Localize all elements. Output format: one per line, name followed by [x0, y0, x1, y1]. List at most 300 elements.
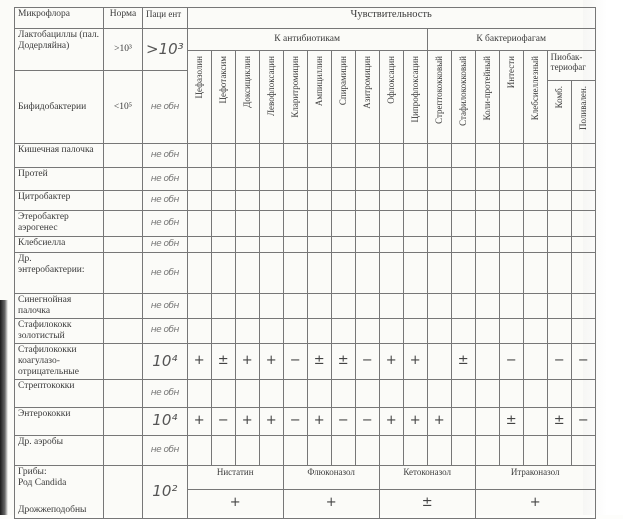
table-row	[15, 29, 596, 51]
norm-value	[104, 168, 143, 191]
header-to-antibiotics: К антибиотикам	[187, 29, 427, 51]
empty-cell	[187, 237, 211, 253]
empty-cell	[427, 294, 451, 319]
empty-cell	[283, 191, 307, 211]
empty-cell	[259, 211, 283, 237]
norm-value	[104, 343, 143, 379]
header-patient: Паци ент	[143, 8, 188, 29]
sensitivity-mark: −	[499, 343, 523, 379]
empty-cell	[235, 144, 259, 168]
sensitivity-mark: ±	[499, 407, 523, 435]
empty-cell	[379, 191, 403, 211]
empty-cell	[547, 435, 571, 465]
empty-cell	[427, 144, 451, 168]
empty-cell	[283, 379, 307, 407]
sensitivity-mark: +	[403, 407, 427, 435]
empty-cell	[331, 211, 355, 237]
empty-cell	[451, 294, 475, 319]
empty-cell	[571, 168, 595, 191]
empty-cell	[211, 168, 235, 191]
handwritten-value: 10²	[152, 481, 178, 500]
empty-cell	[475, 211, 499, 237]
empty-cell	[331, 319, 355, 344]
empty-cell	[307, 168, 331, 191]
empty-cell	[283, 144, 307, 168]
patient-value	[143, 211, 188, 237]
empty-cell	[187, 319, 211, 344]
row-name: Протей	[15, 168, 104, 191]
row-name: Энтерококки	[15, 407, 104, 435]
sensitivity-mark: ±	[307, 343, 331, 379]
bacteriophage-name: Стафилококковый	[458, 56, 468, 126]
bacteriophage-header	[499, 51, 523, 144]
empty-cell	[403, 379, 427, 407]
empty-cell	[475, 294, 499, 319]
patient-value	[143, 294, 188, 319]
bacteriophage-header	[475, 51, 499, 144]
empty-cell	[283, 253, 307, 294]
row-name: Клебсиелла	[15, 237, 104, 253]
fungi-name-line: Грибы:	[18, 466, 47, 477]
empty-cell	[307, 435, 331, 465]
row-name: Кишечная палочка	[15, 144, 104, 168]
empty-cell	[571, 294, 595, 319]
empty-cell	[499, 211, 523, 237]
empty-cell	[427, 379, 451, 407]
patient-value	[143, 71, 188, 144]
empty-cell	[211, 253, 235, 294]
antifungal-name: Флюконазол	[283, 465, 379, 489]
empty-cell	[499, 435, 523, 465]
empty-cell	[427, 343, 451, 379]
antifungal-result: ±	[379, 489, 475, 518]
antibiotic-name: Цефазолин	[194, 56, 204, 99]
empty-cell	[451, 144, 475, 168]
empty-cell	[571, 144, 595, 168]
empty-cell	[379, 379, 403, 407]
empty-cell	[451, 237, 475, 253]
patient-value	[143, 343, 188, 379]
header-row-1	[15, 8, 596, 29]
scan-edge-left	[0, 300, 8, 515]
empty-cell	[235, 319, 259, 344]
empty-cell	[523, 253, 547, 294]
handwritten-value: 10⁴	[152, 411, 178, 430]
sensitivity-mark: +	[379, 407, 403, 435]
handwritten-value: не обн	[150, 239, 179, 250]
norm-value	[104, 237, 143, 253]
header-to-bacteriophages: К бактериофагам	[427, 29, 595, 51]
header-piobacteriophage: Пиобак- териофаг	[547, 51, 595, 81]
table-row	[15, 435, 596, 465]
sensitivity-mark: +	[259, 407, 283, 435]
bacteriophage-header	[523, 51, 547, 144]
empty-cell	[307, 253, 331, 294]
empty-cell	[307, 144, 331, 168]
antibiotic-name: Кларитромицин	[290, 56, 300, 118]
empty-cell	[403, 319, 427, 344]
empty-cell	[427, 253, 451, 294]
empty-cell	[211, 211, 235, 237]
empty-cell	[355, 253, 379, 294]
row-name: Синегнойная палочка	[15, 294, 104, 319]
row-name: Стрептококки	[15, 379, 104, 407]
empty-cell	[355, 435, 379, 465]
fungi-name-line: Род Candida	[18, 477, 67, 488]
empty-cell	[211, 379, 235, 407]
handwritten-value: не обн	[150, 101, 179, 112]
empty-cell	[571, 191, 595, 211]
empty-cell	[523, 319, 547, 344]
empty-cell	[403, 253, 427, 294]
handwritten-value: не обн	[150, 325, 179, 336]
empty-cell	[427, 168, 451, 191]
norm-value	[104, 294, 143, 319]
sensitivity-mark: −	[547, 343, 571, 379]
empty-cell	[211, 319, 235, 344]
empty-cell	[547, 253, 571, 294]
row-name: Бифидобактерии	[15, 71, 104, 144]
empty-cell	[259, 191, 283, 211]
antibiotic-name: Цефотаксим	[218, 56, 228, 104]
empty-cell	[499, 191, 523, 211]
empty-cell	[211, 144, 235, 168]
sensitivity-mark: +	[427, 407, 451, 435]
empty-cell	[571, 253, 595, 294]
empty-cell	[451, 379, 475, 407]
empty-cell	[523, 237, 547, 253]
empty-cell	[259, 144, 283, 168]
empty-cell	[187, 168, 211, 191]
empty-cell	[331, 237, 355, 253]
empty-cell	[235, 379, 259, 407]
empty-cell	[259, 237, 283, 253]
empty-cell	[499, 294, 523, 319]
patient-value	[143, 237, 188, 253]
row-name: Лактобациллы (пал. Додерляйна)	[15, 29, 104, 71]
antibiotic-name: Ципрофлоксацин	[410, 56, 420, 123]
empty-cell	[523, 294, 547, 319]
antifungal-result: +	[283, 489, 379, 518]
piobacteriophage-sub-header	[547, 81, 571, 144]
empty-cell	[187, 144, 211, 168]
empty-cell	[235, 211, 259, 237]
empty-cell	[499, 379, 523, 407]
row-name: Стафилококки коагулазо-отрицательные	[15, 343, 104, 379]
empty-cell	[211, 191, 235, 211]
table-row	[15, 379, 596, 407]
norm-value	[104, 211, 143, 237]
empty-cell	[547, 294, 571, 319]
antibiotic-name: Левофлоксацин	[266, 56, 276, 117]
handwritten-value: 10⁴	[152, 351, 178, 370]
empty-cell	[283, 168, 307, 191]
sensitivity-mark: −	[571, 343, 595, 379]
empty-cell	[355, 379, 379, 407]
empty-cell	[451, 435, 475, 465]
empty-cell	[475, 435, 499, 465]
empty-cell	[475, 191, 499, 211]
sensitivity-mark: −	[355, 407, 379, 435]
bacteriophage-name: Стрептококковый	[434, 56, 444, 124]
row-name-fungi	[15, 465, 104, 518]
antibiotic-header	[331, 51, 355, 144]
handwritten-value: не обн	[150, 173, 179, 184]
empty-cell	[235, 435, 259, 465]
empty-cell	[355, 294, 379, 319]
sensitivity-mark: +	[379, 343, 403, 379]
patient-value	[143, 379, 188, 407]
empty-cell	[331, 435, 355, 465]
empty-cell	[307, 319, 331, 344]
empty-cell	[307, 237, 331, 253]
empty-cell	[355, 191, 379, 211]
empty-cell	[259, 379, 283, 407]
empty-cell	[499, 144, 523, 168]
empty-cell	[259, 319, 283, 344]
bacteriophage-header	[451, 51, 475, 144]
patient-value	[143, 253, 188, 294]
patient-value	[143, 168, 188, 191]
empty-cell	[283, 319, 307, 344]
patient-value	[143, 465, 188, 518]
row-name: Стафилококк золотистый	[15, 319, 104, 344]
sensitivity-mark: −	[331, 407, 355, 435]
sensitivity-mark: ±	[211, 343, 235, 379]
empty-cell	[499, 237, 523, 253]
handwritten-value: не обн	[150, 444, 179, 455]
empty-cell	[523, 379, 547, 407]
bacteriophage-name: Клебсиеллезный	[530, 56, 540, 121]
empty-cell	[523, 191, 547, 211]
empty-cell	[187, 191, 211, 211]
empty-cell	[187, 253, 211, 294]
empty-cell	[331, 379, 355, 407]
antibiotic-header	[187, 51, 211, 144]
norm-value	[104, 144, 143, 168]
handwritten-value: не обн	[150, 218, 179, 229]
header-microflora: Микрофлора	[15, 8, 104, 29]
bacteriophage-name: Интести	[506, 56, 516, 89]
empty-cell	[523, 211, 547, 237]
empty-cell	[379, 253, 403, 294]
sensitivity-mark: −	[211, 407, 235, 435]
norm-value	[104, 465, 143, 518]
norm-value	[104, 319, 143, 344]
empty-cell	[187, 211, 211, 237]
handwritten-value: >10³	[146, 39, 184, 58]
empty-cell	[475, 379, 499, 407]
patient-value	[143, 29, 188, 71]
antifungal-result: +	[187, 489, 283, 518]
empty-cell	[235, 253, 259, 294]
empty-cell	[187, 379, 211, 407]
empty-cell	[547, 168, 571, 191]
empty-cell	[331, 253, 355, 294]
empty-cell	[235, 191, 259, 211]
empty-cell	[451, 168, 475, 191]
empty-cell	[235, 168, 259, 191]
empty-cell	[259, 168, 283, 191]
patient-value	[143, 435, 188, 465]
sensitivity-mark: +	[235, 343, 259, 379]
row-name: Цитробактер	[15, 191, 104, 211]
empty-cell	[523, 343, 547, 379]
empty-cell	[499, 168, 523, 191]
table-row	[15, 343, 596, 379]
antibiotic-name: Спирамицин	[338, 56, 348, 106]
handwritten-value: не обн	[150, 150, 179, 161]
empty-cell	[283, 435, 307, 465]
empty-cell	[283, 294, 307, 319]
empty-cell	[379, 168, 403, 191]
norm-value: <10⁵	[104, 71, 143, 144]
empty-cell	[571, 435, 595, 465]
empty-cell	[355, 237, 379, 253]
empty-cell	[235, 294, 259, 319]
row-name: Этеробактер аэрогенес	[15, 211, 104, 237]
empty-cell	[547, 211, 571, 237]
sensitivity-mark: +	[235, 407, 259, 435]
empty-cell	[307, 211, 331, 237]
empty-cell	[571, 379, 595, 407]
table-row	[15, 191, 596, 211]
empty-cell	[475, 407, 499, 435]
empty-cell	[475, 168, 499, 191]
empty-cell	[403, 294, 427, 319]
empty-cell	[259, 294, 283, 319]
norm-value	[104, 379, 143, 407]
empty-cell	[451, 191, 475, 211]
sensitivity-mark: +	[307, 407, 331, 435]
empty-cell	[379, 144, 403, 168]
empty-cell	[571, 211, 595, 237]
sensitivity-mark: ±	[547, 407, 571, 435]
antibiotic-header	[235, 51, 259, 144]
empty-cell	[187, 435, 211, 465]
bacteriophage-name: Коли-протейный	[482, 56, 492, 121]
patient-value	[143, 191, 188, 211]
antifungal-name: Нистатин	[187, 465, 283, 489]
empty-cell	[403, 237, 427, 253]
antibiotic-header	[379, 51, 403, 144]
empty-cell	[451, 211, 475, 237]
empty-cell	[571, 237, 595, 253]
empty-cell	[403, 191, 427, 211]
handwritten-value: не обн	[150, 300, 179, 311]
piobacteriophage-sub-name: Комб.	[554, 86, 564, 109]
empty-cell	[331, 191, 355, 211]
empty-cell	[403, 435, 427, 465]
empty-cell	[427, 191, 451, 211]
antibiotic-name: Офлоксацин	[386, 56, 396, 104]
empty-cell	[379, 237, 403, 253]
antibiotic-name: Азитромицин	[362, 56, 372, 109]
empty-cell	[475, 319, 499, 344]
empty-cell	[379, 294, 403, 319]
empty-cell	[403, 211, 427, 237]
table-row	[15, 211, 596, 237]
table-row	[15, 294, 596, 319]
empty-cell	[187, 294, 211, 319]
antibiotic-header	[211, 51, 235, 144]
empty-cell	[475, 343, 499, 379]
piobacteriophage-sub-header	[571, 81, 595, 144]
empty-cell	[547, 144, 571, 168]
empty-cell	[523, 168, 547, 191]
antibiotic-name: Доксициклин	[242, 56, 252, 108]
empty-cell	[235, 237, 259, 253]
sensitivity-mark: +	[187, 407, 211, 435]
empty-cell	[427, 237, 451, 253]
empty-cell	[451, 253, 475, 294]
sensitivity-mark: +	[187, 343, 211, 379]
antibiotic-header	[307, 51, 331, 144]
empty-cell	[379, 211, 403, 237]
table-row	[15, 253, 596, 294]
empty-cell	[451, 319, 475, 344]
antifungal-result: +	[475, 489, 595, 518]
table-row	[15, 144, 596, 168]
empty-cell	[403, 168, 427, 191]
table-row	[15, 319, 596, 344]
antifungal-name: Итраконазол	[475, 465, 595, 489]
empty-cell	[547, 319, 571, 344]
handwritten-value: не обн	[150, 267, 179, 278]
empty-cell	[355, 168, 379, 191]
header-norm: Норма	[104, 8, 143, 29]
empty-cell	[331, 168, 355, 191]
empty-cell	[499, 253, 523, 294]
empty-cell	[331, 144, 355, 168]
sensitivity-mark: −	[571, 407, 595, 435]
norm-value	[104, 191, 143, 211]
empty-cell	[307, 191, 331, 211]
sensitivity-mark: −	[283, 407, 307, 435]
row-name: Др. аэробы	[15, 435, 104, 465]
fungi-name-line	[18, 488, 100, 499]
sensitivity-mark: ±	[331, 343, 355, 379]
empty-cell	[355, 144, 379, 168]
empty-cell	[331, 294, 355, 319]
empty-cell	[211, 435, 235, 465]
empty-cell	[259, 253, 283, 294]
table-row-fungi	[15, 465, 596, 489]
empty-cell	[427, 435, 451, 465]
patient-value	[143, 407, 188, 435]
empty-cell	[547, 237, 571, 253]
empty-cell	[283, 211, 307, 237]
empty-cell	[379, 435, 403, 465]
empty-cell	[307, 294, 331, 319]
fungi-name-line: Дрожжеподобны	[18, 505, 87, 516]
empty-cell	[547, 379, 571, 407]
microflora-sensitivity-table	[14, 7, 596, 519]
empty-cell	[379, 319, 403, 344]
table-row	[15, 407, 596, 435]
empty-cell	[475, 253, 499, 294]
empty-cell	[211, 294, 235, 319]
empty-cell	[427, 211, 451, 237]
header-sensitivity: Чувствительность	[187, 8, 595, 29]
bacteriophage-header	[427, 51, 451, 144]
patient-value	[143, 319, 188, 344]
row-name: Др. энтеробактерии:	[15, 253, 104, 294]
empty-cell	[451, 407, 475, 435]
empty-cell	[259, 435, 283, 465]
norm-value: >10³	[104, 29, 143, 71]
empty-cell	[403, 144, 427, 168]
